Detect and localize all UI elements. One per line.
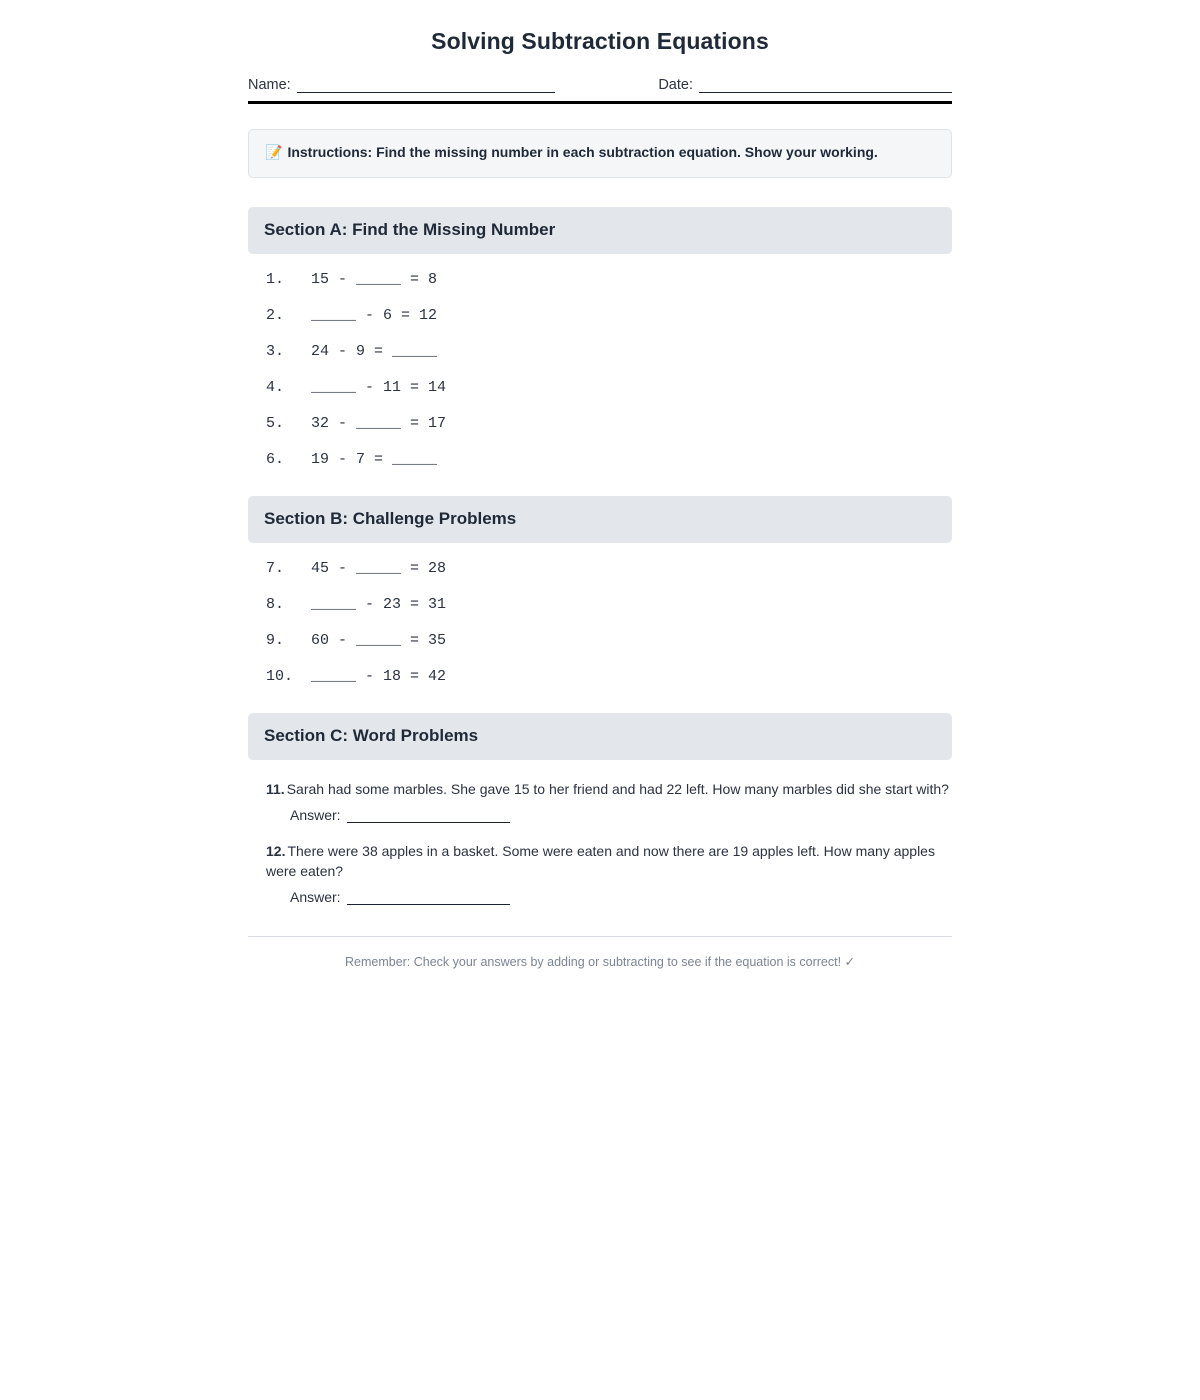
- equation-number: 3.: [266, 342, 285, 360]
- equation-expression[interactable]: 60 - _____ = 35: [311, 631, 447, 649]
- date-label: Date:: [658, 77, 693, 93]
- footer-divider: [248, 936, 952, 937]
- equation-number: 8.: [266, 595, 285, 613]
- date-write-line[interactable]: [699, 79, 952, 93]
- equation-number: 5.: [266, 414, 285, 432]
- answer-row[interactable]: [266, 807, 950, 823]
- equation-expression[interactable]: 45 - _____ = 28: [311, 559, 447, 577]
- worksheet-page: [248, 0, 952, 969]
- equation-number: 6.: [266, 450, 285, 468]
- name-date-row: [248, 77, 952, 93]
- equation-row[interactable]: [266, 669, 952, 684]
- equation-row[interactable]: [266, 633, 952, 648]
- name-field[interactable]: [248, 77, 555, 93]
- equation-number: 9.: [266, 631, 285, 649]
- equation-expression[interactable]: _____ - 11 = 14: [311, 378, 447, 396]
- instructions-text: Instructions: Find the missing number in each subtraction equation. Show your working.: [287, 144, 878, 160]
- equation-row[interactable]: [266, 452, 952, 467]
- equation-list-b: [248, 561, 952, 684]
- equation-number: 4.: [266, 378, 285, 396]
- word-problem-text: Sarah had some marbles. She gave 15 to her friend and had 22 left. How many marbles did she start with?: [286, 780, 949, 797]
- word-problem-text: There were 38 apples in a basket. Some were eaten and now there are 19 apples left. How many apples were eaten?: [266, 842, 935, 879]
- memo-icon: 📝: [265, 145, 283, 161]
- header-divider: [248, 101, 952, 104]
- equation-number: 7.: [266, 559, 285, 577]
- equation-list-a: [248, 272, 952, 467]
- equation-number: 1.: [266, 270, 285, 288]
- word-problem: [266, 780, 950, 823]
- equation-expression[interactable]: _____ - 6 = 12: [311, 306, 438, 324]
- name-label: Name:: [248, 77, 291, 93]
- date-field[interactable]: [658, 77, 952, 93]
- equation-row[interactable]: [266, 308, 952, 323]
- equation-number: 10.: [266, 667, 294, 685]
- equation-expression[interactable]: _____ - 18 = 42: [311, 667, 447, 685]
- answer-write-line[interactable]: [347, 809, 510, 823]
- section-header-b: Section B: Challenge Problems: [248, 496, 952, 543]
- equation-expression[interactable]: 32 - _____ = 17: [311, 414, 447, 432]
- answer-label: Answer:: [290, 888, 341, 905]
- word-problem-number: 12.: [266, 842, 286, 859]
- equation-row[interactable]: [266, 561, 952, 576]
- name-write-line[interactable]: [297, 79, 555, 93]
- word-problem-text-row: [266, 780, 950, 800]
- equation-expression[interactable]: _____ - 23 = 31: [311, 595, 447, 613]
- equation-row[interactable]: [266, 344, 952, 359]
- answer-write-line[interactable]: [347, 891, 510, 905]
- equation-number: 2.: [266, 306, 285, 324]
- equation-expression[interactable]: 24 - 9 = _____: [311, 342, 438, 360]
- word-problem: [266, 842, 950, 905]
- word-problem-text-row: [266, 842, 950, 882]
- instructions-box: [248, 129, 952, 178]
- word-problem-number: 11.: [266, 780, 285, 797]
- equation-row[interactable]: [266, 272, 952, 287]
- page-title: Solving Subtraction Equations: [431, 28, 769, 54]
- answer-row[interactable]: [266, 889, 950, 905]
- word-problem-list: [248, 780, 952, 905]
- equation-row[interactable]: [266, 380, 952, 395]
- answer-label: Answer:: [290, 806, 341, 823]
- section-header-c: Section C: Word Problems: [248, 713, 952, 760]
- section-header-a: Section A: Find the Missing Number: [248, 207, 952, 254]
- footer-note: Remember: Check your answers by adding or subtracting to see if the equation is correct! ✓: [344, 954, 856, 969]
- equation-expression[interactable]: 15 - _____ = 8: [311, 270, 438, 288]
- equation-row[interactable]: [266, 597, 952, 612]
- equation-expression[interactable]: 19 - 7 = _____: [311, 450, 438, 468]
- equation-row[interactable]: [266, 416, 952, 431]
